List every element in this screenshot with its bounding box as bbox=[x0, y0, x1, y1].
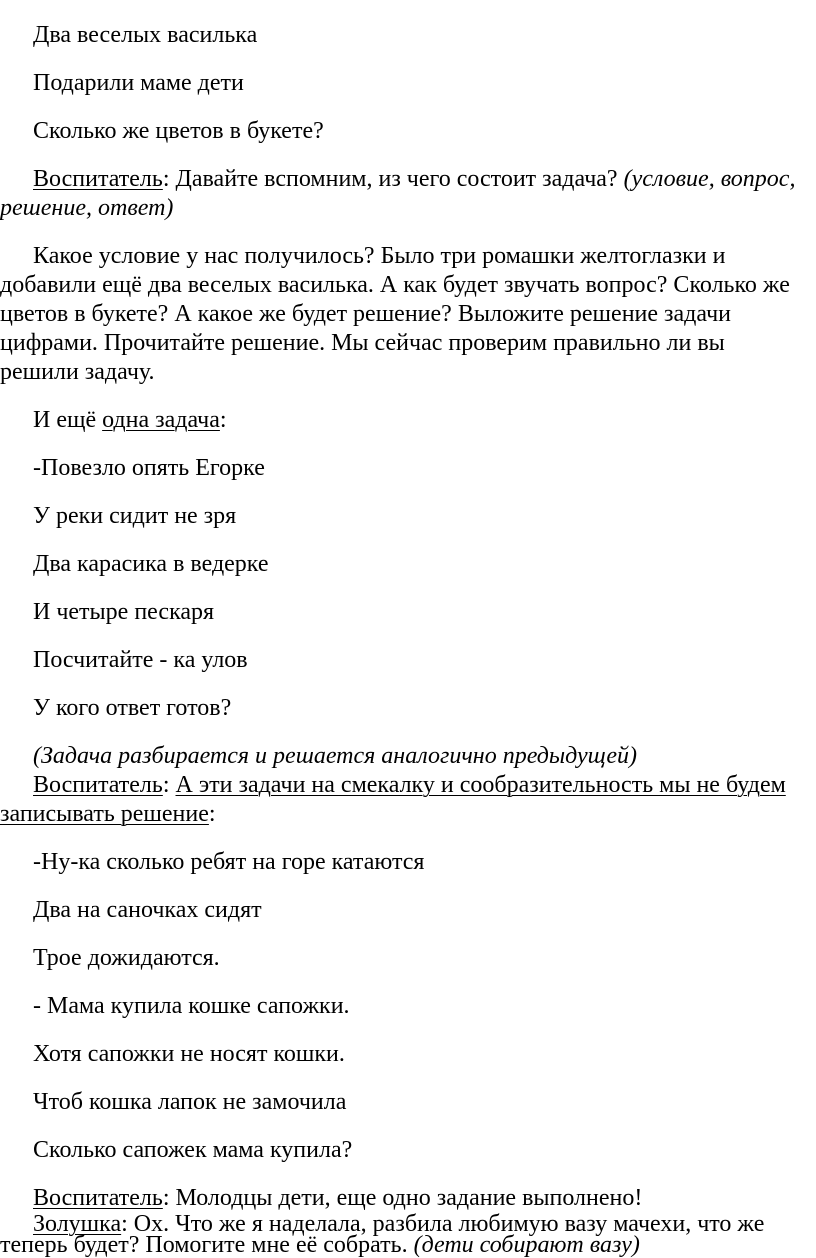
stage-note: (дети собирают вазу) bbox=[413, 1232, 640, 1258]
stage-note: (Задача разбирается и решается аналогично предыдущей) bbox=[33, 743, 637, 769]
paragraph-text: Молодцы дети, еще одно задание выполнено! bbox=[169, 1185, 643, 1211]
poem-line: У кого ответ готов? bbox=[33, 695, 232, 721]
poem-line: Посчитайте - ка улов bbox=[33, 647, 248, 673]
poem-line: Два карасика в ведерке bbox=[33, 551, 269, 577]
poem-line: И четыре пескаря bbox=[33, 599, 215, 625]
paragraph-line: решили задачу. bbox=[0, 359, 155, 385]
poem-line: Сколько сапожек мама купила? bbox=[33, 1137, 353, 1163]
teacher-paragraph bbox=[0, 770, 816, 800]
poem-line: Трое дожидаются. bbox=[33, 945, 220, 971]
poem-line: -Повезло опять Егорке bbox=[33, 455, 265, 481]
teacher-paragraph bbox=[0, 164, 816, 194]
poem-line: Два веселых василька bbox=[33, 22, 258, 48]
speaker-label: Золушка bbox=[33, 1211, 122, 1237]
paragraph-text: Ох. Что же я наделала, разбила любимую вазу мачехи, что же bbox=[127, 1211, 765, 1237]
speaker-colon: : bbox=[162, 166, 170, 192]
task-intro-suffix: : bbox=[219, 407, 227, 433]
poem-line: Два на саночках сидят bbox=[33, 897, 262, 923]
speaker-label: Воспитатель bbox=[33, 166, 163, 192]
teacher-paragraph-continuation bbox=[0, 799, 812, 829]
paragraph-line: цветов в букете? А какое же будет решение? Выложите решение задачи bbox=[0, 301, 731, 327]
cinderella-paragraph-continuation bbox=[0, 1232, 812, 1258]
poem-line: У реки сидит не зря bbox=[33, 503, 237, 529]
teacher-paragraph bbox=[0, 1183, 816, 1213]
speaker-colon: : bbox=[162, 1185, 170, 1211]
paragraph-text: теперь будет? Помогите мне её собрать. bbox=[0, 1232, 414, 1258]
task-intro bbox=[0, 405, 816, 435]
paragraph-suffix: : bbox=[208, 801, 216, 827]
paragraph-line: добавили ещё два веселых василька. А как будет звучать вопрос? Сколько же bbox=[0, 272, 790, 298]
underlined-text: записывать решение bbox=[0, 801, 209, 827]
underlined-text: А эти задачи на смекалку и сообразительность мы не будем bbox=[175, 772, 786, 798]
speaker-colon: : bbox=[121, 1211, 128, 1237]
task-intro-underlined: одна задача bbox=[102, 407, 220, 433]
speaker-label: Воспитатель bbox=[33, 772, 163, 798]
speaker-label: Воспитатель bbox=[33, 1185, 163, 1211]
poem-line: - Мама купила кошке сапожки. bbox=[33, 993, 350, 1019]
paragraph-line: Какое условие у нас получилось? Было три ромашки желтоглазки и bbox=[33, 243, 726, 269]
stage-note-continuation: решение, ответ) bbox=[0, 195, 174, 221]
poem-line: Сколько же цветов в букете? bbox=[33, 118, 324, 144]
poem-line: -Ну-ка сколько ребят на горе катаются bbox=[33, 849, 425, 875]
paragraph-line: цифрами. Прочитайте решение. Мы сейчас проверим правильно ли вы bbox=[0, 330, 725, 356]
task-intro-prefix: И ещё bbox=[33, 407, 103, 433]
paragraph-text: Давайте вспомним, из чего состоит задача? bbox=[169, 166, 624, 192]
speaker-colon: : bbox=[162, 772, 170, 798]
stage-note: (условие, вопрос, bbox=[623, 166, 796, 192]
poem-line: Подарили маме дети bbox=[33, 70, 244, 96]
poem-line: Хотя сапожки не носят кошки. bbox=[33, 1041, 345, 1067]
poem-line: Чтоб кошка лапок не замочила bbox=[33, 1089, 347, 1115]
